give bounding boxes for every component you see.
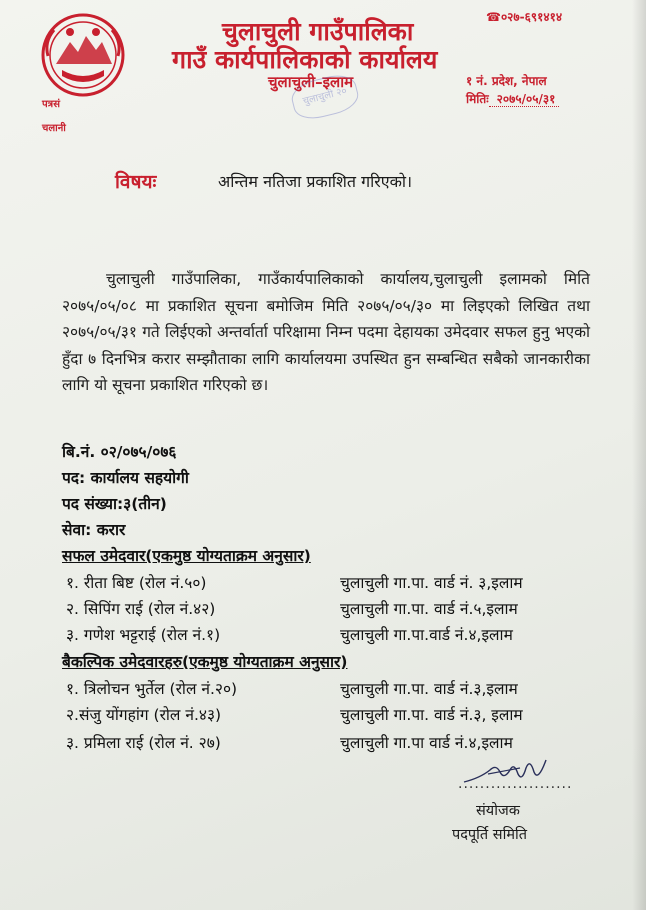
page-edge-shadow [632, 0, 646, 910]
alternate-candidates-heading: बैकल्पिक उमेदवारहरु(एकमुष्ठ योग्यताक्रम अनुसार) [62, 653, 348, 671]
candidate-address: चुलाचुली गा.पा. वार्ड नं.३,इलाम [340, 680, 518, 698]
date-value: २०७५/०५/३१ [489, 92, 560, 107]
advertisement-number: बि.नं. ०२/०७५/०७६ [62, 443, 177, 461]
office-location: चुलाचुली–इलाम [268, 73, 354, 91]
office-province: १ नं. प्रदेश, नेपाल [466, 74, 547, 88]
signatory-committee: पदपूर्ति समिति [452, 827, 528, 843]
office-stamp: चुलाचुली २० [288, 71, 361, 124]
letter-date [466, 90, 559, 107]
notice-paragraph: चुलाचुली गाउँपालिका, गाउँकार्यपालिकाको कार्यालय,चुलाचुली इलामको मिति २०७५/०५/०८ मा प्रकाशित सूचना बमोजिम मिति २०७५/०५/३० मा लिइएको लिखित तथा २०७५/०५/३१ गते लिईएको अन्तर्वार्ता परिक्षामा निम्न पदमा देहायका उमेदवार सफल हुनु भएको हुँदा ७ दिनभित्र करार सम्झौताका लागि कार्यालयमा उपस्थित हुन सम्बन्धित सबैको जानकारीका लागि यो सूचना प्रकाशित गरिएको छ। [62, 270, 590, 394]
successful-candidates-heading: सफल उमेदवार(एकमुष्ठ योग्यताक्रम अनुसार) [62, 547, 311, 565]
chalani-label: चलानी [42, 123, 66, 134]
subject-label: विषयः [115, 171, 157, 193]
office-title-line1: चुलाचुली गाउँपालिका [222, 17, 414, 46]
post-name: पद: कार्यालय सहयोगी [62, 469, 189, 487]
subject-text: अन्तिम नतिजा प्रकाशित गरिएको। [218, 172, 413, 191]
candidate-name: ३. गणेश भट्टराई (रोल नं.१) [66, 626, 221, 644]
service-type: सेवा: करार [62, 521, 126, 539]
patra-sankhya-label: पत्रसं [42, 99, 60, 110]
date-label: मितिः [466, 92, 489, 106]
candidate-address: चुलाचुली गा.पा.वार्ड नं.४,इलाम [340, 626, 513, 644]
nepal-emblem-icon [40, 12, 126, 98]
candidate-name: २.संजु योंगहांग (रोल नं.४३) [66, 706, 222, 724]
candidate-name: ३. प्रमिला राई (रोल नं. २७) [66, 734, 221, 752]
candidate-address: चुलाचुली गा.पा. वार्ड नं.३, इलाम [340, 706, 523, 724]
candidate-name: १. रीता बिष्ट (रोल नं.५०) [66, 574, 207, 592]
candidate-address: चुलाचुली गा.पा. वार्ड नं. ३,इलाम [340, 574, 523, 592]
post-count: पद संख्या:३(तीन) [62, 495, 167, 513]
notice-body [62, 266, 590, 399]
office-title-line2: गाउँ कार्यपालिकाको कार्यालय [172, 45, 438, 74]
office-phone: ☎०२७-६९१४१४ [486, 10, 563, 24]
candidate-address: चुलाचुली गा.पा. वार्ड नं.५,इलाम [340, 600, 518, 618]
signature-line: ..................... [458, 776, 573, 792]
candidate-name: १. त्रिलोचन भुर्तेल (रोल नं.२०) [66, 680, 238, 698]
candidate-address: चुलाचुली गा.पा वार्ड नं.४,इलाम [340, 734, 513, 752]
signatory-title: संयोजक [476, 803, 520, 819]
candidate-name: २. सिपिंग राई (रोल नं.४२) [66, 600, 216, 618]
